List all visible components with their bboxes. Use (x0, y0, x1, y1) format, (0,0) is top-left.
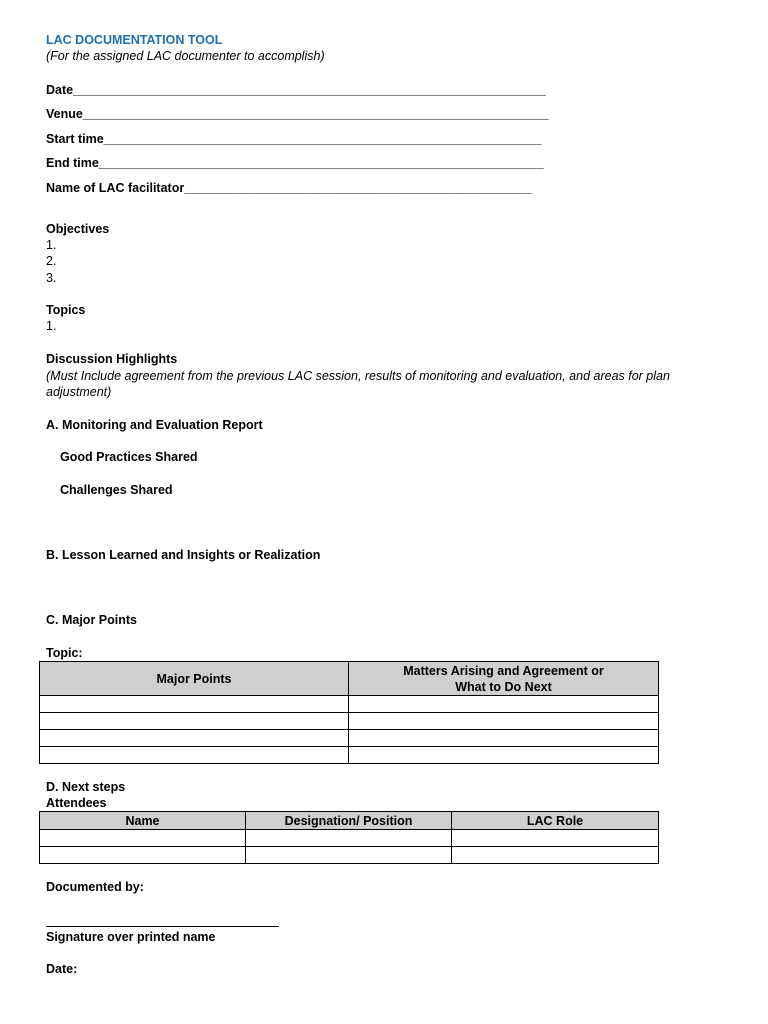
challenges-label: Challenges Shared (60, 483, 173, 497)
table-row (40, 847, 659, 864)
section-c-heading: C. Major Points (46, 613, 137, 627)
objective-item-2: 2. (46, 254, 57, 268)
attendees-table (39, 811, 659, 864)
topics-heading: Topics (46, 303, 86, 317)
start-time-field: Start time_______________________________________________________________ (46, 132, 542, 146)
signature-label: Signature over printed name (46, 930, 216, 944)
signature-line (46, 926, 279, 927)
major-points-header: Major Points (40, 662, 349, 696)
section-b-heading: B. Lesson Learned and Insights or Realization (46, 548, 321, 562)
table-row (40, 830, 659, 847)
table-cell[interactable] (452, 847, 659, 864)
table-cell[interactable] (40, 696, 349, 713)
document-title: LAC DOCUMENTATION TOOL (46, 33, 223, 47)
good-practices-label: Good Practices Shared (60, 450, 198, 464)
matters-arising-header-line1: Matters Arising and Agreement or (403, 663, 604, 678)
table-cell[interactable] (452, 830, 659, 847)
table-row (40, 747, 659, 764)
section-d-heading: D. Next steps (46, 780, 126, 794)
major-points-table (39, 661, 659, 764)
facilitator-field: Name of LAC facilitator__________________________________________________ (46, 181, 532, 195)
lac-role-header: LAC Role (452, 812, 659, 830)
table-cell[interactable] (349, 730, 659, 747)
table-cell[interactable] (349, 747, 659, 764)
table-row (40, 713, 659, 730)
table-row (40, 730, 659, 747)
matters-arising-header-line2: What to Do Next (455, 679, 552, 694)
objective-item-1: 1. (46, 238, 57, 252)
table-cell[interactable] (40, 847, 246, 864)
table-cell[interactable] (40, 730, 349, 747)
document-subtitle: (For the assigned LAC documenter to accomplish) (46, 49, 325, 63)
name-header: Name (40, 812, 246, 830)
objectives-heading: Objectives (46, 222, 110, 236)
table-cell[interactable] (246, 830, 452, 847)
documented-by-label: Documented by: (46, 880, 144, 894)
objective-item-3: 3. (46, 271, 57, 285)
date-field: Date____________________________________________________________________ (46, 83, 546, 97)
footer-date-label: Date: (46, 962, 78, 976)
table-cell[interactable] (246, 847, 452, 864)
attendees-heading: Attendees (46, 796, 107, 810)
table-row (40, 696, 659, 713)
table-cell[interactable] (40, 747, 349, 764)
table-cell[interactable] (349, 713, 659, 730)
discussion-heading: Discussion Highlights (46, 352, 178, 366)
table-cell[interactable] (40, 830, 246, 847)
designation-header: Designation/ Position (246, 812, 452, 830)
venue-field: Venue___________________________________________________________________ (46, 107, 549, 121)
discussion-note: (Must Include agreement from the previous LAC session, results of monitoring and evaluation, and areas for plan adjustment) (46, 369, 670, 399)
section-a-heading: A. Monitoring and Evaluation Report (46, 418, 263, 432)
end-time-field: End time________________________________________________________________ (46, 156, 544, 170)
matters-arising-header (349, 662, 659, 696)
topic-label: Topic: (46, 646, 83, 660)
topic-item-1: 1. (46, 319, 57, 333)
table-cell[interactable] (349, 696, 659, 713)
table-cell[interactable] (40, 713, 349, 730)
